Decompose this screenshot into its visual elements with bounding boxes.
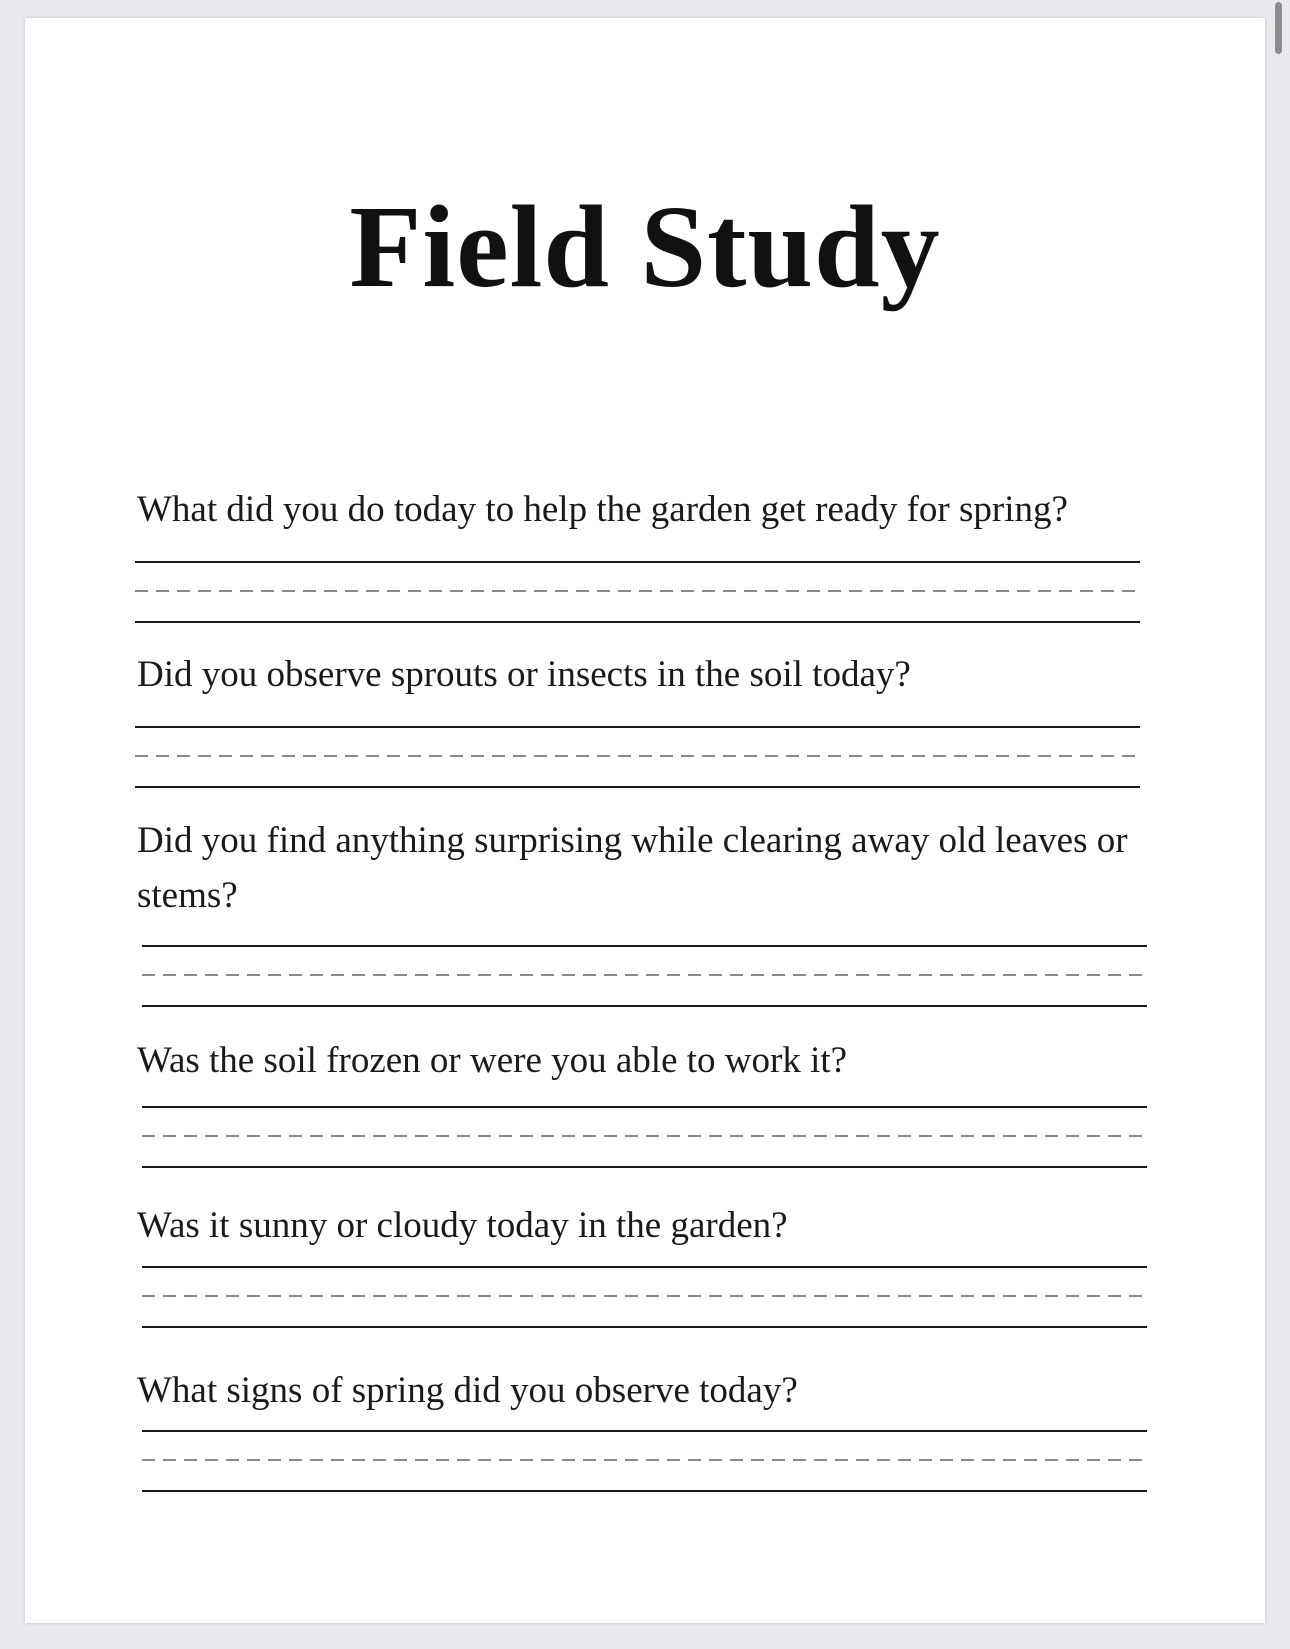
question-1: What did you do today to help the garden get ready for spring? bbox=[137, 489, 1068, 530]
answer-guide-dashed bbox=[135, 590, 1140, 592]
answer-line-top bbox=[142, 945, 1147, 947]
answer-lines-2[interactable] bbox=[135, 726, 1140, 788]
answer-line-bottom bbox=[142, 1166, 1147, 1168]
answer-line-top bbox=[135, 726, 1140, 728]
answer-line-bottom bbox=[142, 1326, 1147, 1328]
answer-lines-4[interactable] bbox=[142, 1106, 1147, 1168]
answer-guide-dashed bbox=[142, 1459, 1147, 1461]
question-6: What signs of spring did you observe today? bbox=[137, 1370, 798, 1411]
answer-guide-dashed bbox=[142, 974, 1147, 976]
answer-line-top bbox=[142, 1266, 1147, 1268]
answer-lines-5[interactable] bbox=[142, 1266, 1147, 1328]
answer-line-top bbox=[142, 1106, 1147, 1108]
scrollbar-thumb[interactable] bbox=[1275, 2, 1282, 54]
answer-guide-dashed bbox=[135, 755, 1140, 757]
question-5: Was it sunny or cloudy today in the garden? bbox=[137, 1205, 788, 1246]
question-4: Was the soil frozen or were you able to work it? bbox=[137, 1040, 848, 1081]
answer-guide-dashed bbox=[142, 1135, 1147, 1137]
page-title: Field Study bbox=[349, 181, 941, 312]
answer-line-top bbox=[142, 1430, 1147, 1432]
answer-line-top bbox=[135, 561, 1140, 563]
answer-guide-dashed bbox=[142, 1295, 1147, 1297]
question-3: Did you find anything surprising while clearing away old leaves or stems? bbox=[137, 820, 1128, 916]
question-2: Did you observe sprouts or insects in the soil today? bbox=[137, 654, 911, 695]
answer-line-bottom bbox=[142, 1490, 1147, 1492]
answer-line-bottom bbox=[135, 786, 1140, 788]
answer-line-bottom bbox=[135, 621, 1140, 623]
answer-lines-1[interactable] bbox=[135, 561, 1140, 623]
answer-lines-3[interactable] bbox=[142, 945, 1147, 1007]
worksheet-page bbox=[25, 18, 1265, 1623]
answer-line-bottom bbox=[142, 1005, 1147, 1007]
answer-lines-6[interactable] bbox=[142, 1430, 1147, 1492]
